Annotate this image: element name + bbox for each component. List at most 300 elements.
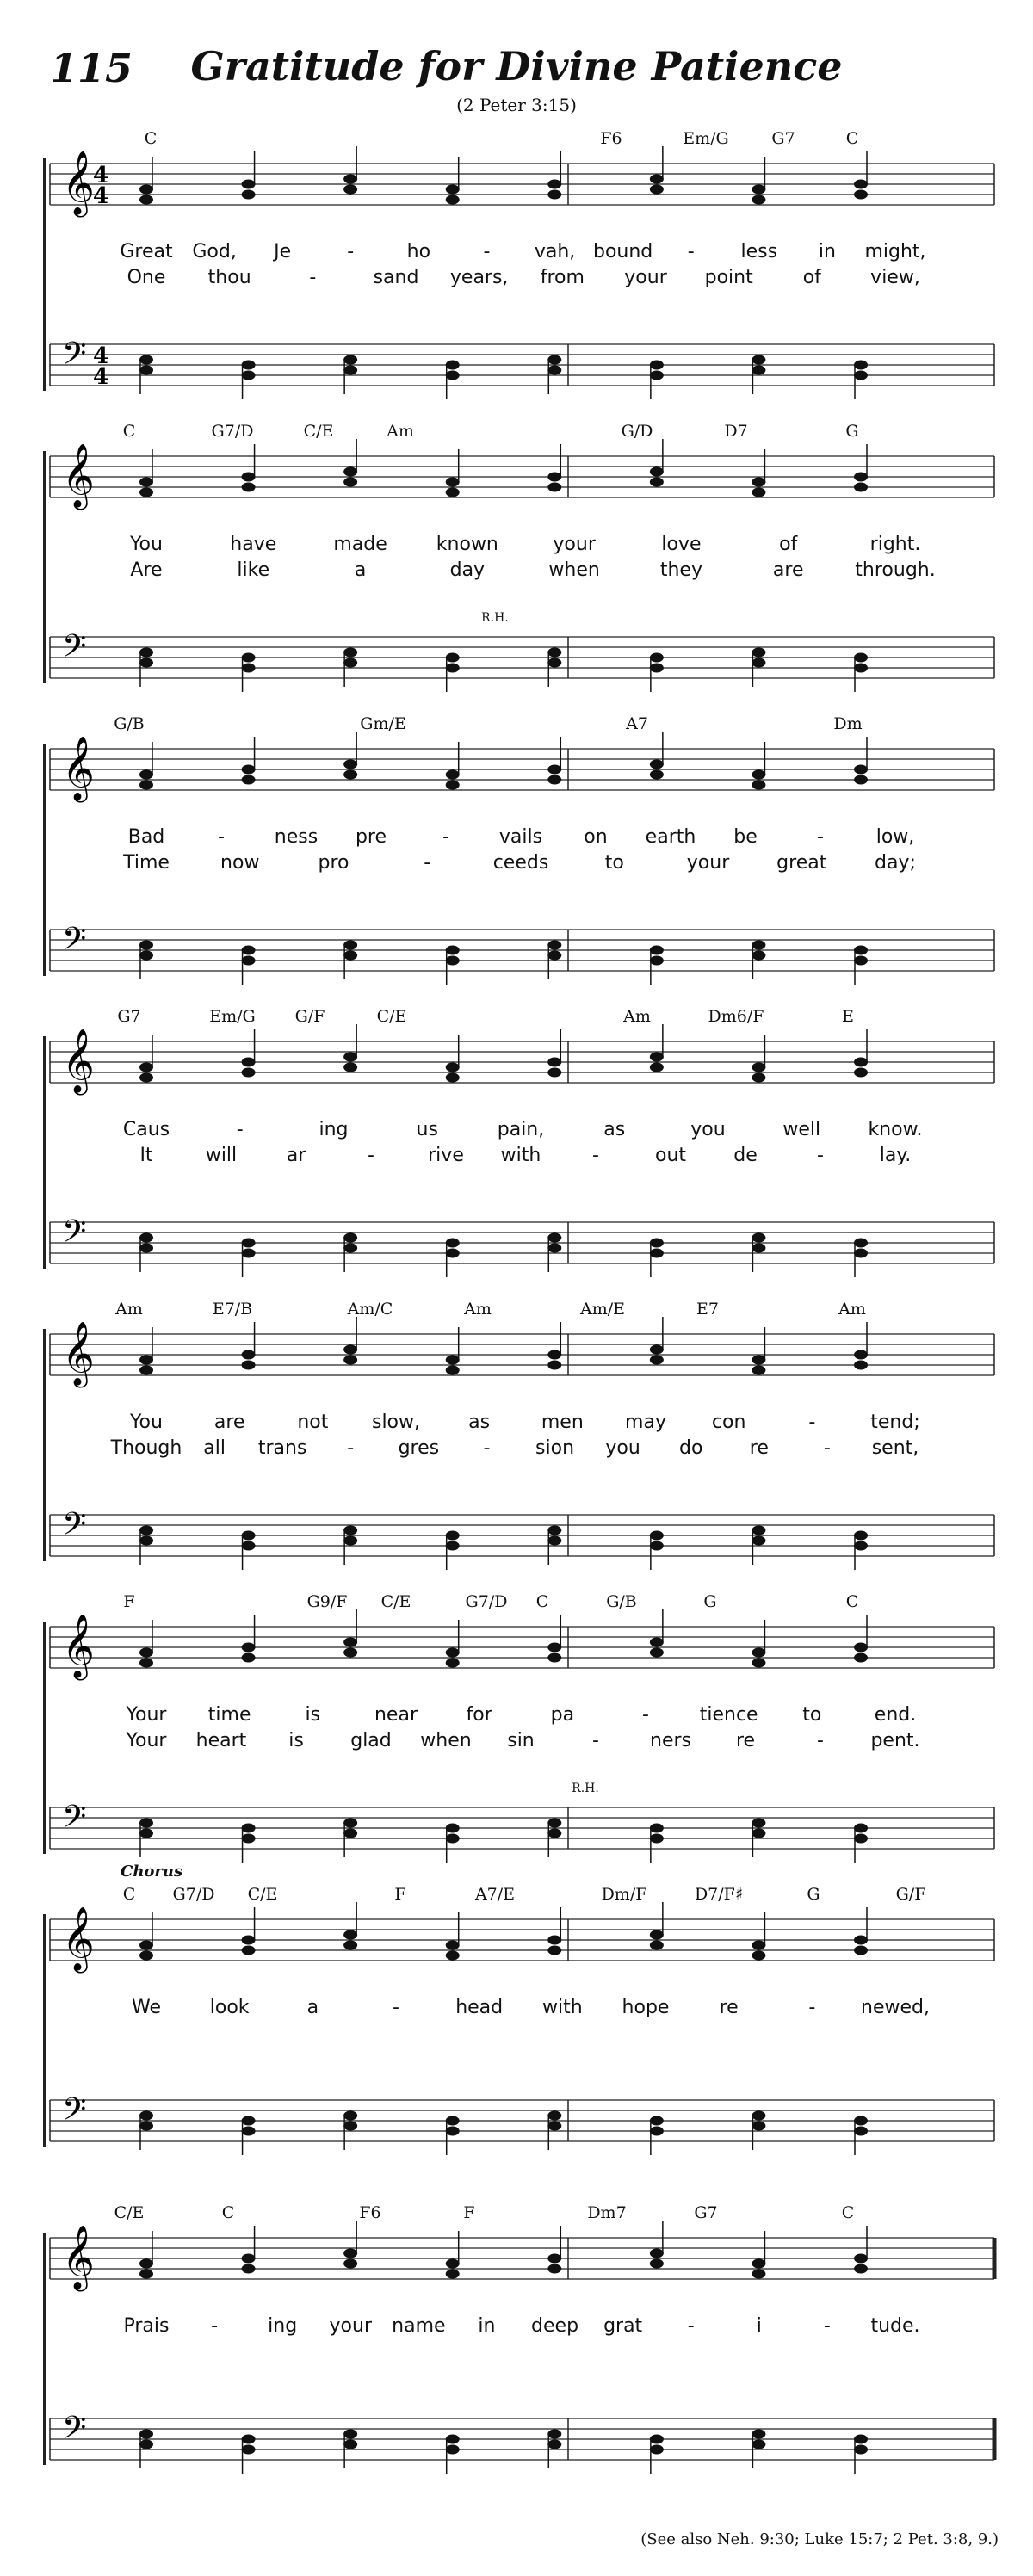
- lyric-verse-1: -: [687, 2315, 695, 2337]
- lyric-verse-2: they: [659, 559, 702, 581]
- chord-symbol: Am: [115, 1300, 143, 1319]
- treble-notehead: [547, 765, 561, 775]
- lyric-verse-1: name: [392, 2315, 446, 2337]
- lyric-verse-2: rive: [428, 1145, 464, 1166]
- lyric-verse-2: years,: [449, 267, 509, 288]
- chord-symbol: G7/D: [172, 1885, 215, 1904]
- chord-symbol: C: [122, 422, 136, 441]
- treble-notehead: [343, 175, 357, 184]
- bass-notehead: [752, 355, 765, 365]
- bass-notehead: [242, 1239, 256, 1248]
- treble-notehead: [650, 1638, 664, 1647]
- treble-notehead: [446, 2259, 460, 2269]
- bass-notehead: [650, 2127, 664, 2136]
- bass-notehead: [650, 371, 664, 380]
- bass-notehead: [854, 2116, 868, 2126]
- lyric-verse-1: earth: [645, 826, 696, 848]
- lyric-verse-1: ing: [268, 2315, 298, 2337]
- chord-symbol: Am: [387, 422, 414, 441]
- treble-notehead: [752, 185, 765, 195]
- bass-staff: [50, 2091, 994, 2141]
- bass-notehead: [446, 664, 460, 673]
- lyric-verse-1: vah,: [534, 241, 576, 263]
- lyric-verse-1: pre: [355, 826, 387, 848]
- treble-notehead: [752, 770, 765, 780]
- bass-notehead: [139, 2440, 153, 2449]
- treble-notehead: [854, 2254, 868, 2264]
- bass-notehead: [547, 2122, 561, 2131]
- lyric-verse-1: as: [603, 1119, 626, 1140]
- treble-notehead: [650, 2259, 664, 2269]
- treble-notehead: [242, 2254, 256, 2264]
- bass-notehead: [139, 2430, 153, 2439]
- lyric-verse-1: ing: [319, 1119, 349, 1140]
- bass-notehead: [650, 2435, 664, 2444]
- chord-symbol: D7: [724, 422, 748, 441]
- bass-notehead: [752, 1819, 765, 1828]
- bass-notehead: [547, 951, 561, 961]
- chord-symbol: G7: [117, 1007, 141, 1026]
- bass-notehead: [650, 1239, 664, 1248]
- bass-staff: [50, 1214, 994, 1263]
- lyric-verse-1: i: [756, 2315, 762, 2337]
- treble-notehead: [446, 781, 460, 790]
- bass-notehead: [139, 1233, 153, 1243]
- svg-text:𝄞: 𝄞: [62, 151, 95, 215]
- bass-notehead: [242, 2445, 256, 2455]
- lyric-verse-2: now: [220, 852, 260, 874]
- treble-notehead: [650, 760, 664, 769]
- lyric-verse-1: is: [305, 1704, 321, 1726]
- treble-notehead: [343, 1345, 357, 1355]
- svg-text:𝄞: 𝄞: [62, 444, 95, 508]
- treble-notehead: [446, 185, 460, 195]
- chord-symbol: C: [221, 2203, 235, 2222]
- chord-symbol: G: [703, 1592, 717, 1611]
- lyric-verse-2: -: [347, 1437, 355, 1459]
- chord-symbol: Em/G: [209, 1007, 256, 1026]
- lyric-verse-2: de: [733, 1145, 758, 1166]
- chord-symbol: C/E: [303, 422, 334, 441]
- lyric-verse-1: ho: [406, 241, 431, 263]
- chord-symbol: G: [807, 1885, 820, 1904]
- bass-notehead: [139, 2122, 153, 2131]
- lyric-verse-1: Bad: [127, 826, 165, 848]
- bass-notehead: [650, 1541, 664, 1551]
- lyric-verse-1: are: [213, 1412, 245, 1433]
- bass-notehead: [547, 1819, 561, 1828]
- treble-notehead: [752, 1951, 765, 1961]
- bass-notehead: [446, 1531, 460, 1541]
- bass-notehead: [446, 946, 460, 955]
- bass-notehead: [650, 1249, 664, 1258]
- lyric-verse-1: deep: [531, 2315, 579, 2337]
- bass-notehead: [446, 2116, 460, 2126]
- lyric-verse-2: day;: [875, 852, 916, 874]
- lyric-verse-1: time: [207, 1704, 251, 1726]
- treble-notehead: [854, 190, 868, 200]
- bass-notehead: [343, 658, 357, 668]
- lyric-verse-1: on: [584, 826, 608, 848]
- treble-notehead: [854, 1643, 868, 1652]
- treble-notehead: [547, 473, 561, 482]
- chord-symbol: A7: [626, 714, 648, 733]
- treble-staff: [50, 2226, 994, 2292]
- lyric-verse-1: have: [230, 534, 277, 555]
- treble-notehead: [139, 1063, 153, 1072]
- bass-notehead: [242, 1834, 256, 1844]
- bass-notehead: [242, 2127, 256, 2136]
- bass-notehead: [242, 653, 256, 663]
- bass-notehead: [446, 371, 460, 380]
- treble-notehead: [343, 185, 357, 195]
- chord-symbol: G/B: [114, 714, 145, 733]
- lyric-verse-1: -: [442, 826, 449, 848]
- bass-notehead: [343, 2430, 357, 2439]
- treble-notehead: [547, 2264, 561, 2274]
- treble-notehead: [242, 1361, 256, 1370]
- treble-notehead: [446, 488, 460, 497]
- bass-staff: [50, 1506, 994, 1556]
- treble-notehead: [343, 1063, 357, 1072]
- bass-notehead: [650, 1834, 664, 1844]
- bass-notehead: [343, 1819, 357, 1828]
- treble-notehead: [242, 483, 256, 492]
- treble-notehead: [650, 467, 664, 477]
- bass-notehead: [854, 1531, 868, 1541]
- treble-staff: [50, 1907, 994, 1974]
- bass-notehead: [242, 956, 256, 966]
- treble-notehead: [139, 781, 153, 790]
- bass-notehead: [242, 361, 256, 370]
- lyric-verse-1: -: [211, 2315, 219, 2337]
- lyric-verse-1: end.: [874, 1704, 917, 1726]
- lyric-verse-2: -: [424, 852, 431, 874]
- svg-text:𝄢: 𝄢: [62, 1799, 87, 1843]
- bass-notehead: [854, 2127, 868, 2136]
- system-4: [0, 1007, 1033, 1291]
- bass-notehead: [343, 1244, 357, 1253]
- chord-symbol: G/D: [621, 422, 653, 441]
- bass-notehead: [752, 366, 765, 375]
- treble-notehead: [446, 2270, 460, 2279]
- chord-symbol: F6: [359, 2203, 381, 2222]
- treble-notehead: [752, 1356, 765, 1365]
- lyric-verse-1: ness: [274, 826, 319, 848]
- bass-notehead: [139, 1829, 153, 1838]
- treble-notehead: [547, 1068, 561, 1078]
- lyric-verse-2: -: [592, 1145, 599, 1166]
- treble-notehead: [854, 765, 868, 775]
- system-5: [0, 1300, 1033, 1584]
- treble-notehead: [139, 2259, 153, 2269]
- bass-notehead: [139, 1244, 153, 1253]
- lyric-verse-1: not: [297, 1412, 329, 1433]
- chord-symbol: F: [123, 1592, 135, 1611]
- treble-notehead: [139, 478, 153, 487]
- treble-notehead: [547, 190, 561, 200]
- treble-notehead: [446, 195, 460, 205]
- bass-notehead: [139, 951, 153, 961]
- lyric-verse-1: tude.: [870, 2315, 920, 2337]
- treble-notehead: [752, 2259, 765, 2269]
- bass-notehead: [547, 2111, 561, 2121]
- system-1: [0, 129, 1033, 413]
- bass-notehead: [242, 2116, 256, 2126]
- lyric-verse-2: ar: [286, 1145, 306, 1166]
- chord-symbol: Am: [838, 1300, 866, 1319]
- lyric-verse-2: sent,: [871, 1437, 919, 1459]
- treble-notehead: [752, 1648, 765, 1658]
- treble-notehead: [752, 781, 765, 790]
- lyric-verse-2: is: [288, 1730, 304, 1751]
- lyric-verse-1: to: [802, 1704, 822, 1726]
- bass-notehead: [547, 648, 561, 658]
- lyric-verse-1: your: [553, 534, 596, 555]
- lyric-verse-1: Je: [274, 241, 292, 263]
- treble-notehead: [343, 1930, 357, 1940]
- bass-notehead: [854, 653, 868, 663]
- treble-notehead: [650, 770, 664, 780]
- lyric-verse-1: Great: [120, 241, 173, 263]
- lyric-verse-2: ceeds: [492, 852, 549, 874]
- lyric-verse-2: Are: [130, 559, 163, 581]
- lyric-verse-2: pro: [318, 852, 349, 874]
- treble-notehead: [650, 1930, 664, 1940]
- lyric-verse-1: your: [329, 2315, 372, 2337]
- lyric-verse-1: men: [541, 1412, 584, 1433]
- bass-notehead: [343, 355, 357, 365]
- treble-notehead: [752, 1063, 765, 1072]
- bass-notehead: [854, 361, 868, 370]
- right-hand-marking: R.H.: [572, 1782, 599, 1795]
- bass-notehead: [854, 1824, 868, 1833]
- system-6: [0, 1592, 1033, 1876]
- bass-notehead: [343, 1829, 357, 1838]
- treble-notehead: [854, 1350, 868, 1360]
- lyric-verse-2: do: [679, 1437, 703, 1459]
- treble-notehead: [752, 1073, 765, 1083]
- treble-notehead: [343, 1638, 357, 1647]
- bass-notehead: [446, 653, 460, 663]
- bass-notehead: [547, 1244, 561, 1253]
- bass-notehead: [343, 941, 357, 950]
- chorus-label: Chorus: [121, 1863, 183, 1881]
- bass-notehead: [242, 371, 256, 380]
- chord-symbol: F6: [600, 129, 622, 148]
- treble-notehead: [139, 1366, 153, 1375]
- treble-notehead: [446, 1063, 460, 1072]
- chord-symbol: G7: [771, 129, 795, 148]
- treble-notehead: [139, 1073, 153, 1083]
- lyric-verse-1: You: [130, 1412, 163, 1433]
- lyric-verse-1: as: [468, 1412, 491, 1433]
- chord-symbol: F: [463, 2203, 475, 2222]
- lyric-verse-1: low,: [875, 826, 915, 848]
- bass-notehead: [139, 1536, 153, 1546]
- treble-notehead: [650, 1941, 664, 1950]
- bass-notehead: [446, 1541, 460, 1551]
- treble-notehead: [650, 1345, 664, 1355]
- treble-notehead: [139, 185, 153, 195]
- lyric-verse-2: from: [540, 267, 585, 288]
- bass-notehead: [547, 366, 561, 375]
- bass-notehead: [854, 2445, 868, 2455]
- bass-notehead: [547, 658, 561, 668]
- lyric-verse-1: We: [132, 1997, 161, 2018]
- lyric-verse-1: for: [466, 1704, 492, 1726]
- bass-notehead: [547, 2440, 561, 2449]
- lyric-verse-2: your: [624, 267, 667, 288]
- lyric-verse-2: like: [237, 559, 270, 581]
- treble-staff: [50, 1615, 994, 1681]
- lyric-verse-1: less: [740, 241, 778, 263]
- lyric-verse-1: -: [808, 1412, 816, 1433]
- treble-notehead: [854, 1068, 868, 1078]
- lyric-verse-2: with: [500, 1145, 541, 1166]
- bass-notehead: [650, 2116, 664, 2126]
- bass-notehead: [547, 1536, 561, 1546]
- lyric-verse-1: in: [478, 2315, 496, 2337]
- treble-notehead: [752, 488, 765, 497]
- chord-symbol: G7/D: [465, 1592, 508, 1611]
- lyric-verse-2: sion: [535, 1437, 575, 1459]
- bass-notehead: [650, 1531, 664, 1541]
- lyric-verse-1: head: [455, 1997, 504, 2018]
- lyric-verse-1: bound: [592, 241, 653, 263]
- scripture-reference: (2 Peter 3:15): [456, 95, 577, 115]
- chord-symbol: Gm/E: [360, 714, 406, 733]
- lyric-verse-1: -: [483, 241, 491, 263]
- right-hand-marking: R.H.: [481, 611, 509, 625]
- bass-notehead: [343, 648, 357, 658]
- lyric-verse-1: known: [436, 534, 498, 555]
- lyric-verse-2: will: [205, 1145, 238, 1166]
- treble-notehead: [242, 1068, 256, 1078]
- chord-symbol: C: [845, 129, 859, 148]
- treble-notehead: [650, 1063, 664, 1072]
- treble-staff: [50, 1029, 994, 1096]
- treble-notehead: [242, 1653, 256, 1663]
- bass-notehead: [752, 1829, 765, 1838]
- bass-notehead: [446, 2445, 460, 2455]
- chord-symbol: F: [394, 1885, 406, 1904]
- lyric-verse-2: to: [604, 852, 624, 874]
- treble-notehead: [650, 1356, 664, 1365]
- lyric-verse-1: might,: [864, 241, 926, 263]
- treble-notehead: [139, 1951, 153, 1961]
- lyric-verse-2: Your: [126, 1730, 167, 1751]
- lyric-verse-2: a: [354, 559, 367, 581]
- lyric-verse-1: look: [209, 1997, 250, 2018]
- treble-notehead: [547, 1936, 561, 1945]
- bass-notehead: [854, 1249, 868, 1258]
- chord-symbol: G/B: [606, 1592, 637, 1611]
- chord-symbol: C: [535, 1592, 549, 1611]
- treble-notehead: [547, 1361, 561, 1370]
- lyric-verse-2: re: [735, 1730, 756, 1751]
- chord-symbol: C: [122, 1885, 136, 1904]
- treble-notehead: [854, 1946, 868, 1955]
- footer-references: (See also Neh. 9:30; Luke 15:7; 2 Pet. 3:8, 9.): [640, 2530, 999, 2548]
- bass-notehead: [446, 2127, 460, 2136]
- treble-notehead: [242, 765, 256, 775]
- system-2: [0, 422, 1033, 706]
- bass-notehead: [650, 956, 664, 966]
- chord-symbol: E: [842, 1007, 854, 1026]
- lyric-verse-2: thou: [207, 267, 251, 288]
- bass-notehead: [752, 2430, 765, 2439]
- lyric-verse-2: gres: [398, 1437, 440, 1459]
- bass-notehead: [854, 664, 868, 673]
- bass-notehead: [547, 941, 561, 950]
- bass-notehead: [242, 1824, 256, 1833]
- lyric-verse-2: pent.: [870, 1730, 920, 1751]
- treble-notehead: [242, 1058, 256, 1067]
- lyric-verse-1: God,: [192, 241, 237, 263]
- lyric-verse-1: con: [711, 1412, 746, 1433]
- lyric-verse-1: pa: [550, 1704, 575, 1726]
- lyric-verse-2: -: [368, 1145, 374, 1166]
- chord-symbol: D7/F♯: [694, 1885, 744, 1904]
- bass-notehead: [446, 956, 460, 966]
- treble-notehead: [242, 1936, 256, 1945]
- bass-notehead: [446, 1249, 460, 1258]
- bass-notehead: [650, 361, 664, 370]
- bass-notehead: [854, 2435, 868, 2444]
- bass-staff: [50, 336, 994, 386]
- lyric-verse-2: -: [592, 1730, 599, 1751]
- bass-notehead: [854, 1541, 868, 1551]
- treble-staff: [50, 444, 994, 510]
- treble-notehead: [650, 1648, 664, 1658]
- lyric-verse-1: Your: [126, 1704, 167, 1726]
- treble-notehead: [650, 1053, 664, 1062]
- chord-symbol: G/F: [895, 1885, 926, 1904]
- bass-notehead: [854, 956, 868, 966]
- treble-notehead: [242, 1643, 256, 1652]
- bass-notehead: [139, 1819, 153, 1828]
- bass-notehead: [547, 1526, 561, 1535]
- bass-notehead: [139, 658, 153, 668]
- treble-notehead: [139, 1941, 153, 1950]
- treble-notehead: [650, 185, 664, 195]
- lyric-verse-2: -: [817, 1145, 824, 1166]
- treble-notehead: [343, 2259, 357, 2269]
- lyric-verse-1: -: [808, 1997, 816, 2018]
- bass-notehead: [446, 361, 460, 370]
- treble-notehead: [343, 1356, 357, 1365]
- chord-symbol: G7/D: [211, 422, 254, 441]
- lyric-verse-1: with: [541, 1997, 583, 2018]
- treble-notehead: [242, 473, 256, 482]
- treble-notehead: [854, 473, 868, 482]
- lyric-verse-2: Though: [110, 1437, 182, 1459]
- bass-staff: [50, 2410, 994, 2460]
- lyric-verse-2: ners: [650, 1730, 691, 1751]
- treble-notehead: [446, 478, 460, 487]
- svg-text:𝄞: 𝄞: [62, 737, 95, 800]
- svg-text:𝄢: 𝄢: [62, 921, 87, 965]
- lyric-verse-1: newed,: [861, 1997, 930, 2018]
- bass-notehead: [752, 2111, 765, 2121]
- chord-symbol: G: [845, 422, 859, 441]
- treble-notehead: [752, 478, 765, 487]
- treble-notehead: [242, 1946, 256, 1955]
- bass-staff: [50, 921, 994, 971]
- chord-symbol: Dm6/F: [708, 1007, 764, 1026]
- treble-notehead: [242, 190, 256, 200]
